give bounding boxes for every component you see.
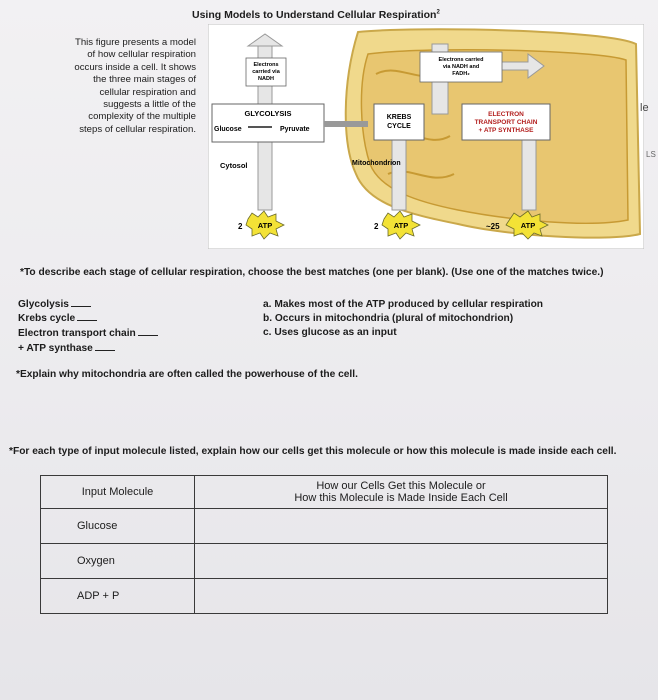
- input-molecule-table: [40, 475, 608, 614]
- electrons-nadh-line3: NADH: [258, 76, 274, 82]
- etc-atp-count: ~25: [486, 222, 500, 231]
- intro-paragraph: This figure presents a model of how cellular respiration occurs inside a cell. It shows the three main stages of cellular respiration and suggests a little of the complexity of the multiple steps of cellular respiration.: [74, 37, 196, 135]
- cellular-respiration-diagram: [208, 24, 644, 249]
- answer-blank-glycolysis[interactable]: [71, 297, 91, 307]
- row-label-glucose: Glucose: [41, 509, 195, 544]
- row-label-adp: ADP + P: [41, 579, 195, 614]
- answer-cell-glucose[interactable]: [195, 509, 608, 544]
- glycolysis-atp-arrow: [258, 142, 272, 210]
- etc-label-line1: ELECTRON: [488, 111, 524, 118]
- match-option-c: c. Uses glucose as an input: [263, 327, 397, 338]
- electrons-fadh-line2: via NADH and: [442, 64, 480, 70]
- krebs-label-line1: KREBS: [386, 114, 412, 121]
- krebs-atp-count: 2: [374, 222, 379, 231]
- match-option-a: a. Makes most of the ATP produced by cellular respiration: [263, 299, 544, 310]
- atp-label-3: ATP: [520, 221, 536, 230]
- mitochondrion-label: Mitochondrion: [352, 160, 401, 167]
- row-label-oxygen: Oxygen: [41, 544, 195, 579]
- stage-glycolysis: Glycolysis: [18, 297, 91, 310]
- match-option-b: b. Occurs in mitochondria (plural of mitochondrion): [263, 313, 514, 324]
- answer-blank-etc[interactable]: [138, 326, 158, 336]
- stage-krebs: Krebs cycle: [18, 311, 97, 324]
- margin-mark-1: le: [640, 102, 649, 114]
- krebs-label-line2: CYCLE: [387, 123, 411, 130]
- answer-blank-krebs[interactable]: [77, 311, 97, 321]
- answer-cell-oxygen[interactable]: [195, 544, 608, 579]
- table-header-row: [41, 476, 608, 509]
- margin-mark-2: LS: [646, 150, 656, 159]
- glucose-label: Glucose: [214, 126, 242, 133]
- table-header-how-obtained: How our Cells Get this Molecule or How this Molecule is Made Inside Each Cell: [195, 476, 608, 509]
- table-row: [41, 509, 608, 544]
- answer-cell-adp[interactable]: [195, 579, 608, 614]
- question-powerhouse: *Explain why mitochondria are often called the powerhouse of the cell.: [16, 369, 358, 380]
- table-row: [41, 579, 608, 614]
- electrons-fadh-line3: FADH₂: [452, 71, 470, 77]
- atp-label-1: ATP: [257, 221, 273, 230]
- answer-blank-atp-synthase[interactable]: [95, 341, 115, 351]
- krebs-atp-arrow: [392, 132, 406, 210]
- etc-atp-arrow: [522, 132, 536, 210]
- question-match-stages: *To describe each stage of cellular respiration, choose the best matches (one per blank). (Use one of the matches twice.): [20, 267, 604, 278]
- atp-label-2: ATP: [393, 221, 409, 230]
- glycolysis-label: GLYCOLYSIS: [244, 109, 292, 118]
- stage-etc: Electron transport chain: [18, 326, 158, 339]
- electrons-fadh-line1: Electrons carried: [438, 57, 484, 63]
- krebs-cycle-box: [374, 104, 424, 140]
- question-input-molecules: *For each type of input molecule listed, explain how our cells get this molecule or how this molecule is made inside each cell.: [9, 446, 617, 457]
- glycolysis-atp-count: 2: [238, 222, 243, 231]
- table-row: [41, 544, 608, 579]
- pyruvate-label: Pyruvate: [280, 126, 310, 133]
- cytosol-label: Cytosol: [220, 161, 248, 170]
- electrons-nadh-line1: Electrons: [253, 62, 279, 68]
- table-header-input-molecule: Input Molecule: [41, 476, 195, 509]
- etc-label-line3: + ATP SYNTHASE: [478, 127, 534, 134]
- stage-atp-synthase: + ATP synthase: [18, 341, 115, 354]
- etc-label-line2: TRANSPORT CHAIN: [474, 119, 538, 126]
- electrons-nadh-line2: carried via: [252, 69, 280, 75]
- page-title: Using Models to Understand Cellular Respiration$^2$: [192, 9, 440, 21]
